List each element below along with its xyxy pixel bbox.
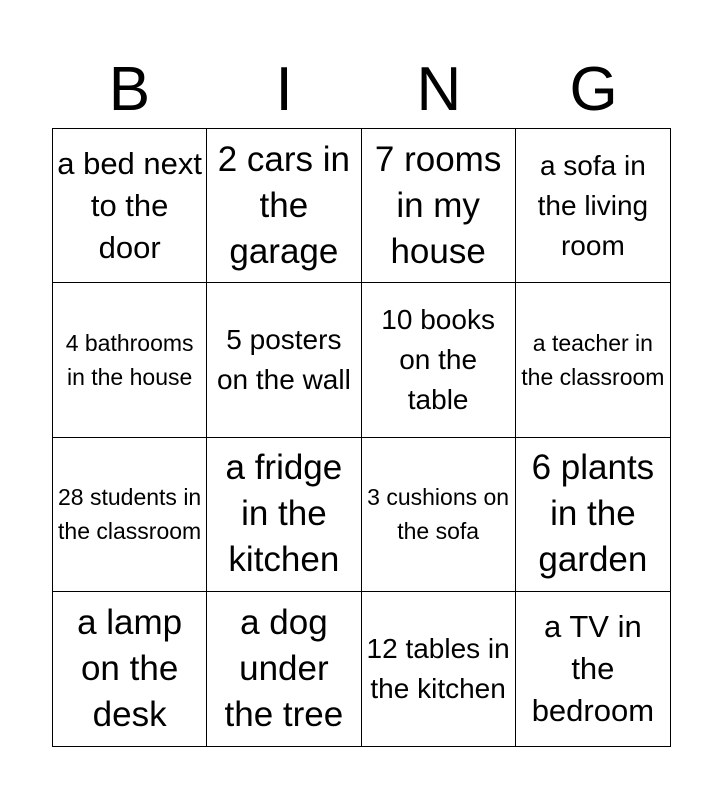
bingo-cell-text: 10 books on the table (381, 303, 495, 415)
bingo-grid (52, 128, 671, 747)
bingo-cell-text: 28 students in the classroom (58, 484, 202, 545)
header-letter-i: I (275, 55, 293, 124)
header-letter-g: G (569, 55, 618, 124)
bingo-cell-text: 2 cars in the garage (217, 139, 351, 271)
bingo-header (52, 52, 671, 128)
bingo-cell[interactable] (362, 129, 516, 283)
bingo-cell[interactable] (53, 129, 207, 283)
bingo-cell-text: a lamp on the desk (77, 602, 183, 734)
bingo-cell[interactable] (207, 283, 361, 437)
bingo-cell[interactable] (207, 129, 361, 283)
bingo-cell-text: a TV in the bedroom (531, 608, 655, 728)
bingo-cell[interactable] (53, 438, 207, 592)
bingo-cell-text: a dog under the tree (224, 602, 344, 734)
header-letter-n: N (416, 55, 462, 124)
bingo-cell[interactable] (362, 438, 516, 592)
bingo-cell[interactable] (53, 592, 207, 746)
bingo-cell[interactable] (516, 592, 670, 746)
header-letter-b: B (108, 55, 151, 124)
bingo-cell-text: 6 plants in the garden (531, 448, 655, 580)
bingo-cell-text: a fridge in the kitchen (225, 448, 343, 580)
bingo-cell[interactable] (516, 129, 670, 283)
bingo-cell[interactable] (362, 283, 516, 437)
bingo-cell-text: 5 posters on the wall (216, 323, 351, 395)
bingo-cell-text: a teacher in the classroom (521, 329, 665, 390)
bingo-cell-text: a bed next to the door (57, 145, 203, 265)
bingo-cell[interactable] (362, 592, 516, 746)
bingo-cell[interactable] (207, 438, 361, 592)
bingo-cell[interactable] (516, 283, 670, 437)
bingo-cell-text: 7 rooms in my house (374, 139, 502, 271)
bingo-cell-text: a sofa in the living room (537, 149, 649, 261)
bingo-cell-text: 4 bathrooms in the house (65, 329, 194, 390)
bingo-cell-text: 12 tables in the kitchen (366, 632, 510, 704)
bingo-cell-text: 3 cushions on the sofa (367, 484, 510, 545)
bingo-cell[interactable] (207, 592, 361, 746)
bingo-cell[interactable] (53, 283, 207, 437)
bingo-cell[interactable] (516, 438, 670, 592)
